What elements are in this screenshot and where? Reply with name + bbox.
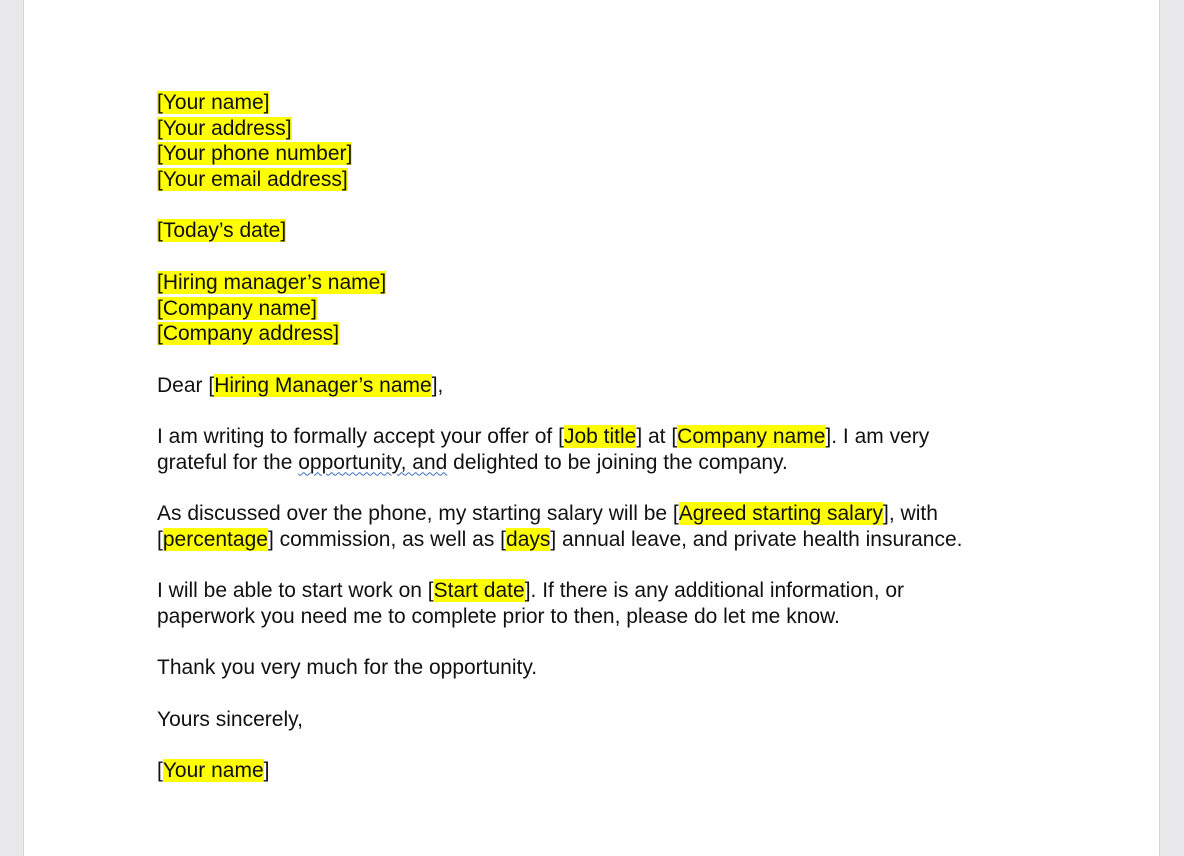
paragraph-text: paperwork you need me to complete prior to then, please do let me know. (157, 604, 840, 628)
paragraph-text: As discussed over the phone, my starting salary will be [ (157, 502, 679, 525)
salutation-name-placeholder: Hiring Manager’s name (214, 373, 432, 397)
paragraph-text: ]. I am very (825, 424, 930, 448)
signature (157, 758, 1057, 784)
salutation (157, 373, 1057, 399)
paragraph-text: I will be able to start work on [ (157, 579, 434, 603)
paragraph-text: grateful for the (157, 450, 299, 474)
paragraph-text: ] commission, as well as [ (267, 527, 507, 551)
salutation-text: Dear [ (157, 373, 215, 397)
signature-name-placeholder: Your name (162, 758, 264, 782)
paragraph-salary (157, 501, 1057, 552)
closing-line: Yours sincerely, (157, 707, 303, 731)
paragraph-text: I am writing to formally accept your offer of [ (157, 424, 564, 448)
salutation-suffix: ], (431, 373, 444, 397)
company-name-placeholder: Company name (677, 424, 826, 448)
recipient-block (157, 270, 1057, 347)
paragraph-text: ], with (883, 502, 938, 525)
thanks-line: Thank you very much for the opportunity. (157, 656, 538, 680)
job-title-placeholder: Job title (563, 424, 637, 448)
recipient-address-placeholder: [Company address] (157, 322, 340, 346)
signature-bracket: ] (263, 758, 270, 782)
paragraph-text: ] annual leave, and private health insurance. (550, 527, 963, 551)
recipient-company-placeholder: [Company name] (157, 296, 317, 320)
paragraph-text: delighted to be joining the company. (447, 450, 788, 474)
spellcheck-flagged-text[interactable]: opportunity, and (298, 450, 448, 474)
sender-address-placeholder: [Your address] (157, 116, 292, 140)
paragraph-text: ]. If there is any additional information, or (524, 579, 905, 603)
sender-email-placeholder: [Your email address] (157, 168, 348, 192)
paragraph-start-date (157, 578, 1057, 629)
document-page (23, 0, 1160, 856)
days-placeholder: days (506, 527, 551, 551)
sender-block (157, 90, 1057, 193)
sender-name-placeholder: [Your name] (157, 91, 270, 114)
paragraph-text: [ (157, 527, 163, 551)
percentage-placeholder: percentage (162, 527, 268, 551)
start-date-placeholder: Start date (433, 579, 525, 603)
salary-placeholder: Agreed starting salary (678, 502, 884, 525)
paragraph-acceptance (157, 424, 1057, 475)
paragraph-text: ] at [ (636, 424, 678, 448)
letter-body[interactable] (157, 90, 1057, 784)
sender-phone-placeholder: [Your phone number] (157, 142, 353, 166)
date-placeholder: [Today’s date] (157, 219, 287, 243)
signature-bracket: [ (157, 758, 163, 782)
recipient-name-placeholder: [Hiring manager’s name] (157, 270, 387, 294)
